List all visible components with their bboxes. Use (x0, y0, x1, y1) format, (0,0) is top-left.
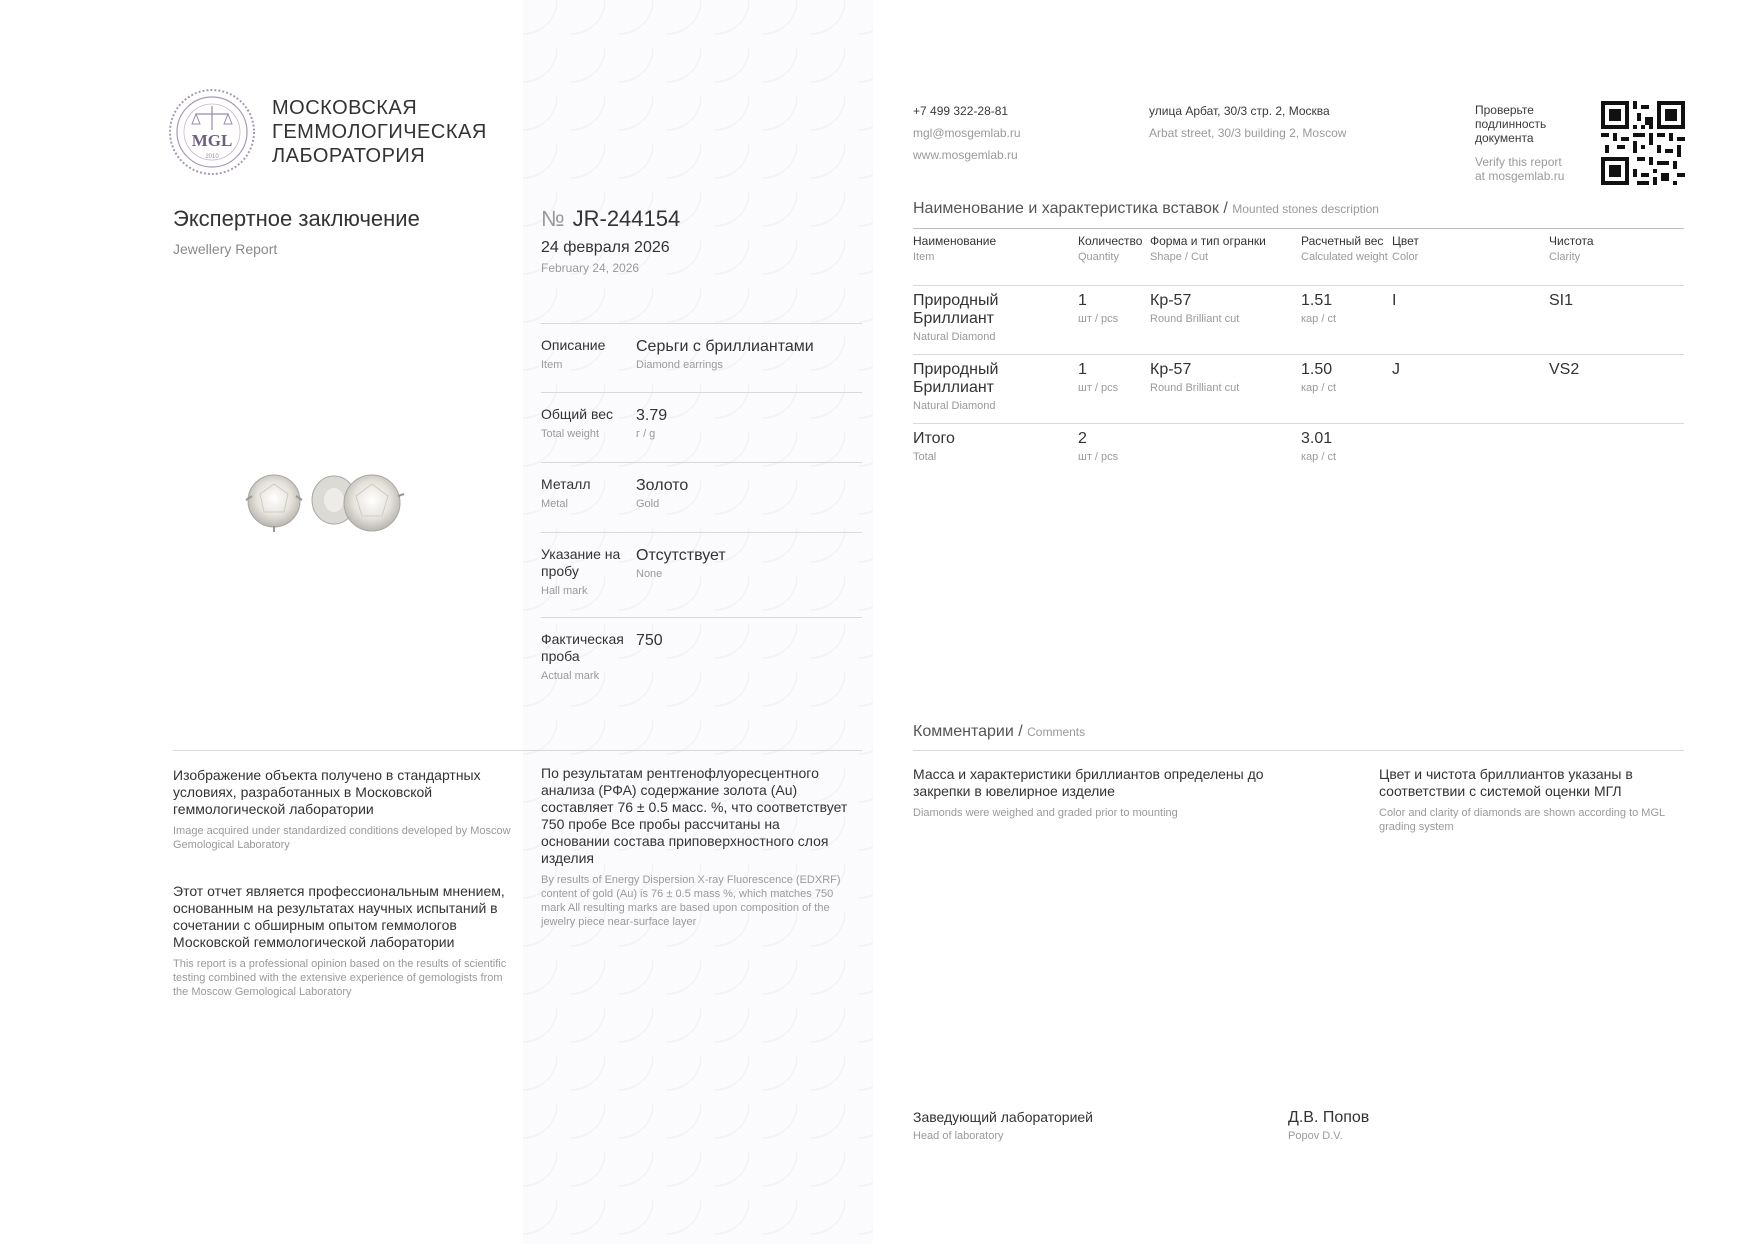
col-shape: Форма и тип огранки Shape / Cut (1150, 234, 1266, 263)
table-row: Природный Бриллиант Natural Diamond 1 шт / pcs Кр-57 Round Brilliant cut 1.50 кар / ct J VS2 (913, 361, 1580, 412)
attr-label: Указание на пробу (541, 546, 621, 579)
attr-value: 750 (636, 632, 663, 649)
mgl-seal-icon (168, 88, 256, 176)
attr-metal (541, 476, 861, 526)
attr-label-en: Actual mark (541, 670, 600, 682)
image-note: Изображение объекта получено в стандартных условиях, разработанных в Московской геммологической лаборатории Image acquired under standardized conditions developed by Moscow Gemological Laboratory (173, 767, 511, 851)
item-photo (240, 466, 410, 536)
logo-year: 2010 (205, 154, 219, 160)
signature-name: Д.В. Попов Popov D.V. (1288, 1109, 1370, 1142)
table-total-row: Итого Total 2 шт / pcs 3.01 кар / ct (913, 430, 1337, 463)
report-number: JR-244154 (572, 206, 681, 231)
attr-hall-mark (541, 546, 861, 616)
verify-ru-1: Проверьте (1475, 103, 1534, 117)
attr-value: Золото (636, 477, 689, 494)
attr-label: Описание (541, 337, 606, 353)
attr-value: Серьги с бриллиантами (636, 338, 814, 355)
col-color: Цвет Color (1392, 234, 1419, 263)
stones-section-title (913, 200, 1379, 218)
attr-label-en: Metal (541, 498, 568, 510)
comments-title: Комментарии / (913, 723, 1023, 740)
comments-title-en: Comments (1027, 725, 1086, 739)
org-name-line3: ЛАБОРАТОРИЯ (272, 145, 426, 167)
number-symbol: № (541, 206, 565, 231)
verify-ru-2: подлинность (1475, 117, 1547, 131)
attr-value-en: Gold (636, 498, 660, 510)
attr-label-en: Item (541, 359, 563, 371)
attr-label: Металл (541, 476, 591, 492)
signature-role: Заведующий лабораторией Head of laboratory (913, 1109, 1093, 1142)
comment-1: Масса и характеристики бриллиантов определены до закрепки в ювелирное изделие Diamonds were weighed and graded prior to mounting (913, 766, 1264, 819)
attr-value-en: None (636, 568, 663, 580)
verify-en-1: Verify this report (1475, 155, 1562, 169)
attr-value-en: г / g (636, 428, 656, 440)
attr-actual-mark (541, 631, 861, 701)
verify-block (1475, 103, 1564, 183)
qr-code-icon[interactable] (1601, 101, 1685, 185)
comment-2: Цвет и чистота бриллиантов указаны в соответствии с системой оценки МГЛ Color and clarity of diamonds are shown according to MGL grading system (1379, 766, 1665, 833)
comments-section-title (913, 723, 1085, 741)
attr-label: Фактическая проба (541, 631, 624, 664)
report-number-row (541, 206, 680, 232)
stones-title-en: Mounted stones description (1232, 202, 1379, 216)
attr-value-en: Diamond earrings (636, 359, 723, 371)
contact-block (913, 100, 1021, 166)
mgl-logo (168, 88, 256, 176)
org-name (272, 96, 487, 168)
address-ru: улица Арбат, 30/3 стр. 2, Москва (1149, 104, 1330, 118)
col-clarity: Чистота Clarity (1549, 234, 1594, 263)
attr-label: Общий вес (541, 406, 614, 422)
report-title: Экспертное заключение (173, 206, 420, 231)
email[interactable]: mgl@mosgemlab.ru (913, 126, 1021, 140)
verify-ru-3: документа (1475, 131, 1534, 145)
attr-total-weight (541, 406, 861, 456)
address-block (1149, 100, 1346, 144)
col-quantity: Количество Quantity (1078, 234, 1143, 263)
org-name-line1: МОСКОВСКАЯ (272, 97, 418, 119)
report-date-en: February 24, 2026 (541, 261, 640, 275)
table-row: Природный Бриллиант Natural Diamond 1 шт / pcs Кр-57 Round Brilliant cut 1.51 кар / ct I SI1 (913, 292, 1574, 343)
phone[interactable]: +7 499 322-28-81 (913, 104, 1009, 118)
attr-item (541, 337, 861, 387)
attr-value: 3.79 (636, 407, 668, 424)
xrf-note: По результатам рентгенофлуоресцентного анализа (РФА) содержание золота (Au) составляет 76 ± 0.5 масс. %, что соответствует 750 пробе Все пробы рассчитаны на основании состава приповерхностного слоя изделия By results of Energy Dispersion X-ray Fluorescence (EDXRF) content of gold (Au) is 76 ± 0.5 mass %, which matches 750 mark All resulting marks are based upon composition of the jewelry piece near-surface layer (541, 765, 848, 928)
col-item: Наименование Item (913, 234, 997, 263)
org-name-line2: ГЕММОЛОГИЧЕСКАЯ (272, 121, 487, 143)
stones-title: Наименование и характеристика вставок / (913, 200, 1228, 217)
address-en: Arbat street, 30/3 building 2, Moscow (1149, 126, 1347, 140)
attr-label-en: Hall mark (541, 585, 588, 597)
decorative-pattern-strip (523, 0, 873, 1244)
report-date: 24 февраля 2026 (541, 239, 670, 256)
verify-en-2: at mosgemlab.ru (1475, 169, 1565, 183)
website[interactable]: www.mosgemlab.ru (913, 148, 1018, 162)
attr-value: Отсутствует (636, 547, 726, 564)
opinion-note: Этот отчет является профессиональным мнением, основанным на результатах научных испытаний в сочетании с обширным опытом геммологов Московской геммологической лаборатории This report is a professional opinion based on the results of scientific testing combined with the extensive experience of gemologists from the Moscow Gemological Laboratory (173, 883, 507, 998)
attr-label-en: Total weight (541, 428, 600, 440)
report-subtitle: Jewellery Report (173, 241, 278, 257)
logo-text: MGL (191, 131, 233, 150)
col-weight: Расчетный вес Calculated weight (1301, 234, 1388, 263)
